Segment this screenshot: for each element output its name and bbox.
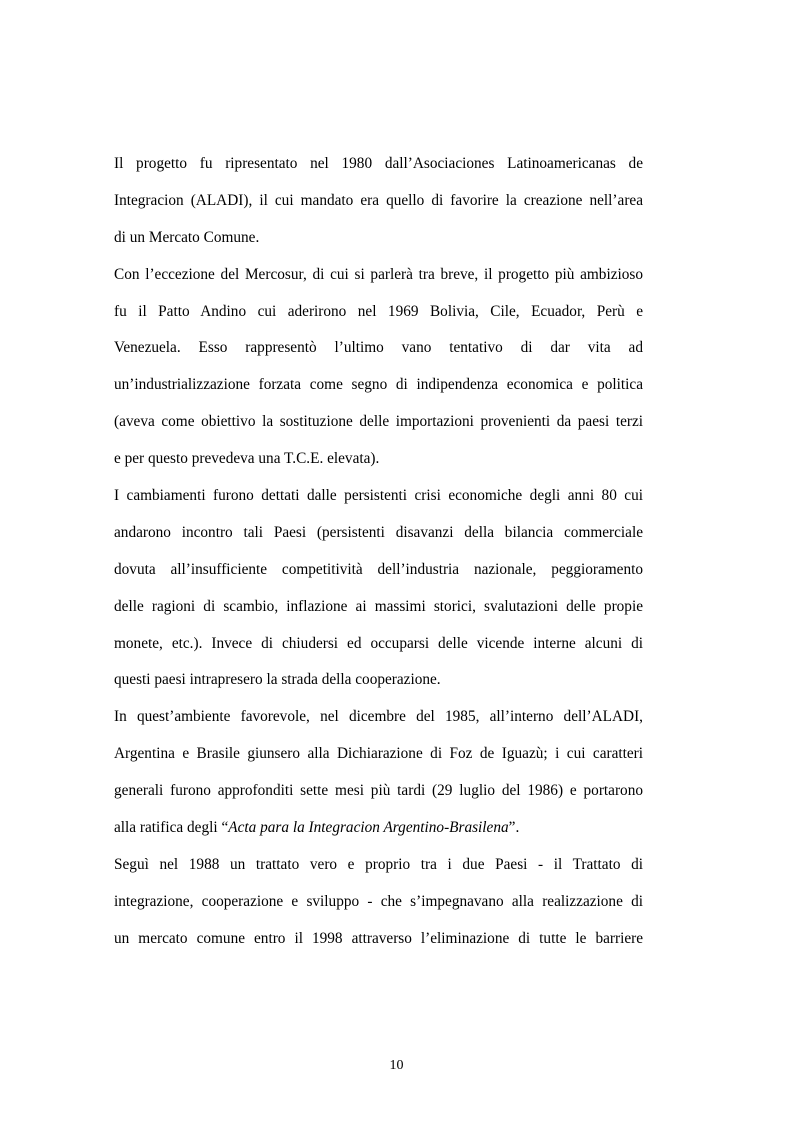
text-line-acta	[114, 810, 643, 847]
text-line: Con l’eccezione del Mercosur, di cui si parlerà tra breve, il progetto più ambizioso	[114, 265, 643, 283]
paragraph-aladi	[114, 146, 643, 257]
text-line: Il progetto fu ripresentato nel 1980 dall’Asociaciones Latinoamericanas de	[114, 155, 643, 172]
text-line: Venezuela. Esso rappresentò l’ultimo vano tentativo di dar vita ad	[114, 339, 643, 357]
page-number: 10	[389, 1058, 404, 1073]
text-line: Argentina e Brasile giunsero alla Dichiarazione di Foz de Iguazù; i cui caratteri	[114, 745, 643, 763]
text-line: un’industrializzazione forzata come segno di indipendenza economica e politica	[114, 376, 643, 394]
text-line: dovuta all’insufficiente competitività dell’industria nazionale, peggioramento	[114, 560, 643, 578]
text-line: integrazione, cooperazione e sviluppo - che s’impegnavano alla realizzazione di	[114, 892, 643, 910]
text-line: Seguì nel 1988 un trattato vero e proprio tra i due Paesi - il Trattato di	[114, 855, 643, 873]
text-line: generali furono approfonditi sette mesi più tardi (29 luglio del 1986) e portarono	[114, 782, 643, 800]
paragraph-crisi	[114, 478, 643, 699]
paragraph-trattato	[114, 847, 643, 958]
acta-prefix: alla ratifica degli “	[114, 819, 229, 837]
text-line: questi paesi intrapresero la strada della cooperazione.	[114, 671, 441, 689]
text-line: Integracion (ALADI), il cui mandato era quello di favorire la creazione nell’area	[114, 191, 643, 209]
acta-suffix: ”.	[508, 819, 520, 837]
text-line: fu il Patto Andino cui aderirono nel 1969 Bolivia, Cile, Ecuador, Perù e	[114, 302, 643, 320]
text-line: I cambiamenti furono dettati dalle persistenti crisi economiche degli anni 80 cui	[114, 487, 643, 505]
paragraph-foz-de-iguazu	[114, 699, 643, 847]
text-line: e per questo prevedeva una T.C.E. elevata).	[114, 450, 380, 468]
text-line: andarono incontro tali Paesi (persistenti disavanzi della bilancia commerciale	[114, 523, 643, 541]
body-text	[114, 146, 643, 958]
text-line: (aveva come obiettivo la sostituzione delle importazioni provenienti da paesi terzi	[114, 413, 643, 431]
acta-title: Acta para la Integracion Argentino-Brasilena	[228, 819, 509, 837]
paragraph-patto-andino	[114, 257, 643, 478]
text-line: di un Mercato Comune.	[114, 228, 260, 246]
text-line: un mercato comune entro il 1998 attraverso l’eliminazione di tutte le barriere	[114, 929, 643, 947]
text-line: In quest’ambiente favorevole, nel dicembre del 1985, all’interno dell’ALADI,	[114, 708, 643, 726]
text-line: delle ragioni di scambio, inflazione ai massimi storici, svalutazioni delle propie	[114, 597, 643, 615]
text-line: monete, etc.). Invece di chiudersi ed occuparsi delle vicende interne alcuni di	[114, 634, 643, 652]
